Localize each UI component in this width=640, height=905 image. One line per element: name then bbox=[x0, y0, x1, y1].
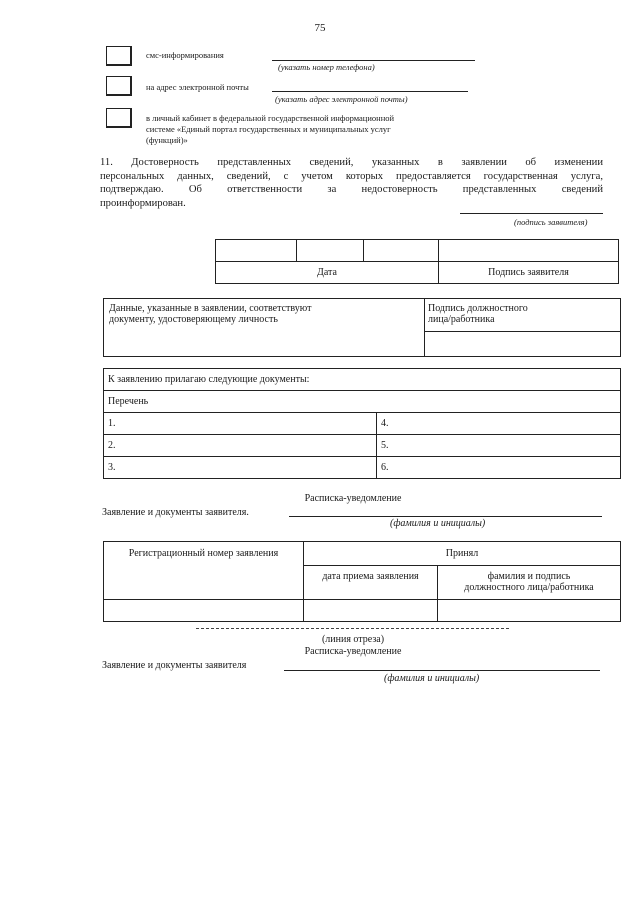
cabinet-line-1: в личный кабинет в федеральной государственной информационной bbox=[146, 113, 395, 123]
receipt-1-label: Заявление и документы заявителя. bbox=[102, 507, 249, 518]
email-hint: (указать адрес электронной почты) bbox=[275, 94, 408, 104]
official-signature-line-1: Подпись должностного bbox=[428, 303, 528, 314]
receipt-2-hint: (фамилия и инициалы) bbox=[384, 673, 480, 684]
date-signature-table bbox=[215, 239, 619, 284]
receipt-1-title: Расписка-уведомление bbox=[304, 493, 402, 504]
section-11-line-4: проинформирован. bbox=[100, 197, 186, 209]
date-cell-2[interactable] bbox=[297, 240, 364, 262]
official-name-cell[interactable] bbox=[438, 600, 621, 622]
cabinet-checkbox[interactable] bbox=[106, 108, 132, 128]
receipt-2-name-line[interactable] bbox=[284, 670, 600, 671]
sms-checkbox[interactable] bbox=[106, 46, 132, 66]
documents-list-label: Перечень bbox=[104, 391, 621, 413]
section-11-line-1: 11. Достоверность представленных сведений, указанных в заявлении об изменении bbox=[100, 157, 603, 168]
document-item-3[interactable]: 3. bbox=[104, 457, 377, 479]
receipt-1-hint: (фамилия и инициалы) bbox=[390, 518, 486, 529]
section-11-line-2: персональных данных, сведений, с учетом которых предоставляется государственная услуга, bbox=[100, 170, 603, 182]
email-label: на адрес электронной почты bbox=[146, 82, 249, 92]
phone-hint: (указать номер телефона) bbox=[278, 62, 375, 72]
registration-number-header: Регистрационный номер заявления bbox=[104, 542, 304, 600]
document-item-5[interactable]: 5. bbox=[377, 435, 621, 457]
official-signature-field[interactable] bbox=[425, 331, 620, 356]
section-11-text bbox=[100, 156, 603, 210]
registration-table bbox=[103, 541, 621, 622]
phone-line[interactable] bbox=[272, 60, 475, 61]
email-checkbox[interactable] bbox=[106, 76, 132, 96]
date-cell-1[interactable] bbox=[216, 240, 297, 262]
page-number: 75 bbox=[314, 22, 326, 34]
cut-line-label: (линия отреза) bbox=[321, 634, 385, 645]
receipt-2-label: Заявление и документы заявителя bbox=[102, 660, 247, 671]
document-item-2[interactable]: 2. bbox=[104, 435, 377, 457]
documents-header: К заявлению прилагаю следующие документы: bbox=[104, 369, 621, 391]
verification-text-cell bbox=[104, 299, 425, 357]
cabinet-line-3: (функций)» bbox=[146, 135, 188, 145]
documents-table bbox=[103, 368, 621, 479]
document-item-4[interactable]: 4. bbox=[377, 413, 621, 435]
cabinet-label bbox=[146, 113, 394, 146]
signature-label: Подпись заявителя bbox=[439, 262, 619, 284]
signature-cell[interactable] bbox=[439, 240, 619, 262]
verification-line-1: Данные, указанные в заявлении, соответствуют bbox=[109, 303, 312, 314]
cut-line bbox=[196, 628, 509, 629]
date-received-header: дата приема заявления bbox=[304, 566, 438, 600]
document-item-1[interactable]: 1. bbox=[104, 413, 377, 435]
verification-table bbox=[103, 298, 621, 357]
sms-label: смс-информирования bbox=[146, 50, 224, 60]
applicant-signature-line[interactable] bbox=[460, 213, 603, 214]
date-cell-3[interactable] bbox=[364, 240, 439, 262]
registration-number-cell[interactable] bbox=[104, 600, 304, 622]
cabinet-line-2: системе «Единый портал государственных и муниципальных услуг bbox=[146, 124, 391, 134]
section-11-line-3: подтверждаю. Об ответственности за недостоверность представленных сведений bbox=[100, 184, 603, 195]
date-received-cell[interactable] bbox=[304, 600, 438, 622]
receipt-1-name-line[interactable] bbox=[289, 516, 602, 517]
official-name-header bbox=[438, 566, 621, 600]
document-item-6[interactable]: 6. bbox=[377, 457, 621, 479]
date-label: Дата bbox=[216, 262, 439, 284]
receipt-2-title: Расписка-уведомление bbox=[304, 646, 402, 657]
accepted-header: Принял bbox=[304, 542, 621, 566]
email-line[interactable] bbox=[272, 91, 468, 92]
official-signature-line-2: лица/работника bbox=[428, 314, 495, 325]
verification-line-2: документу, удостоверяющему личность bbox=[109, 314, 278, 325]
official-name-line-2: должностного лица/работника bbox=[464, 582, 594, 593]
official-signature-cell bbox=[425, 299, 621, 357]
applicant-signature-hint: (подпись заявителя) bbox=[514, 217, 588, 227]
official-name-line-1: фамилия и подпись bbox=[487, 571, 571, 582]
